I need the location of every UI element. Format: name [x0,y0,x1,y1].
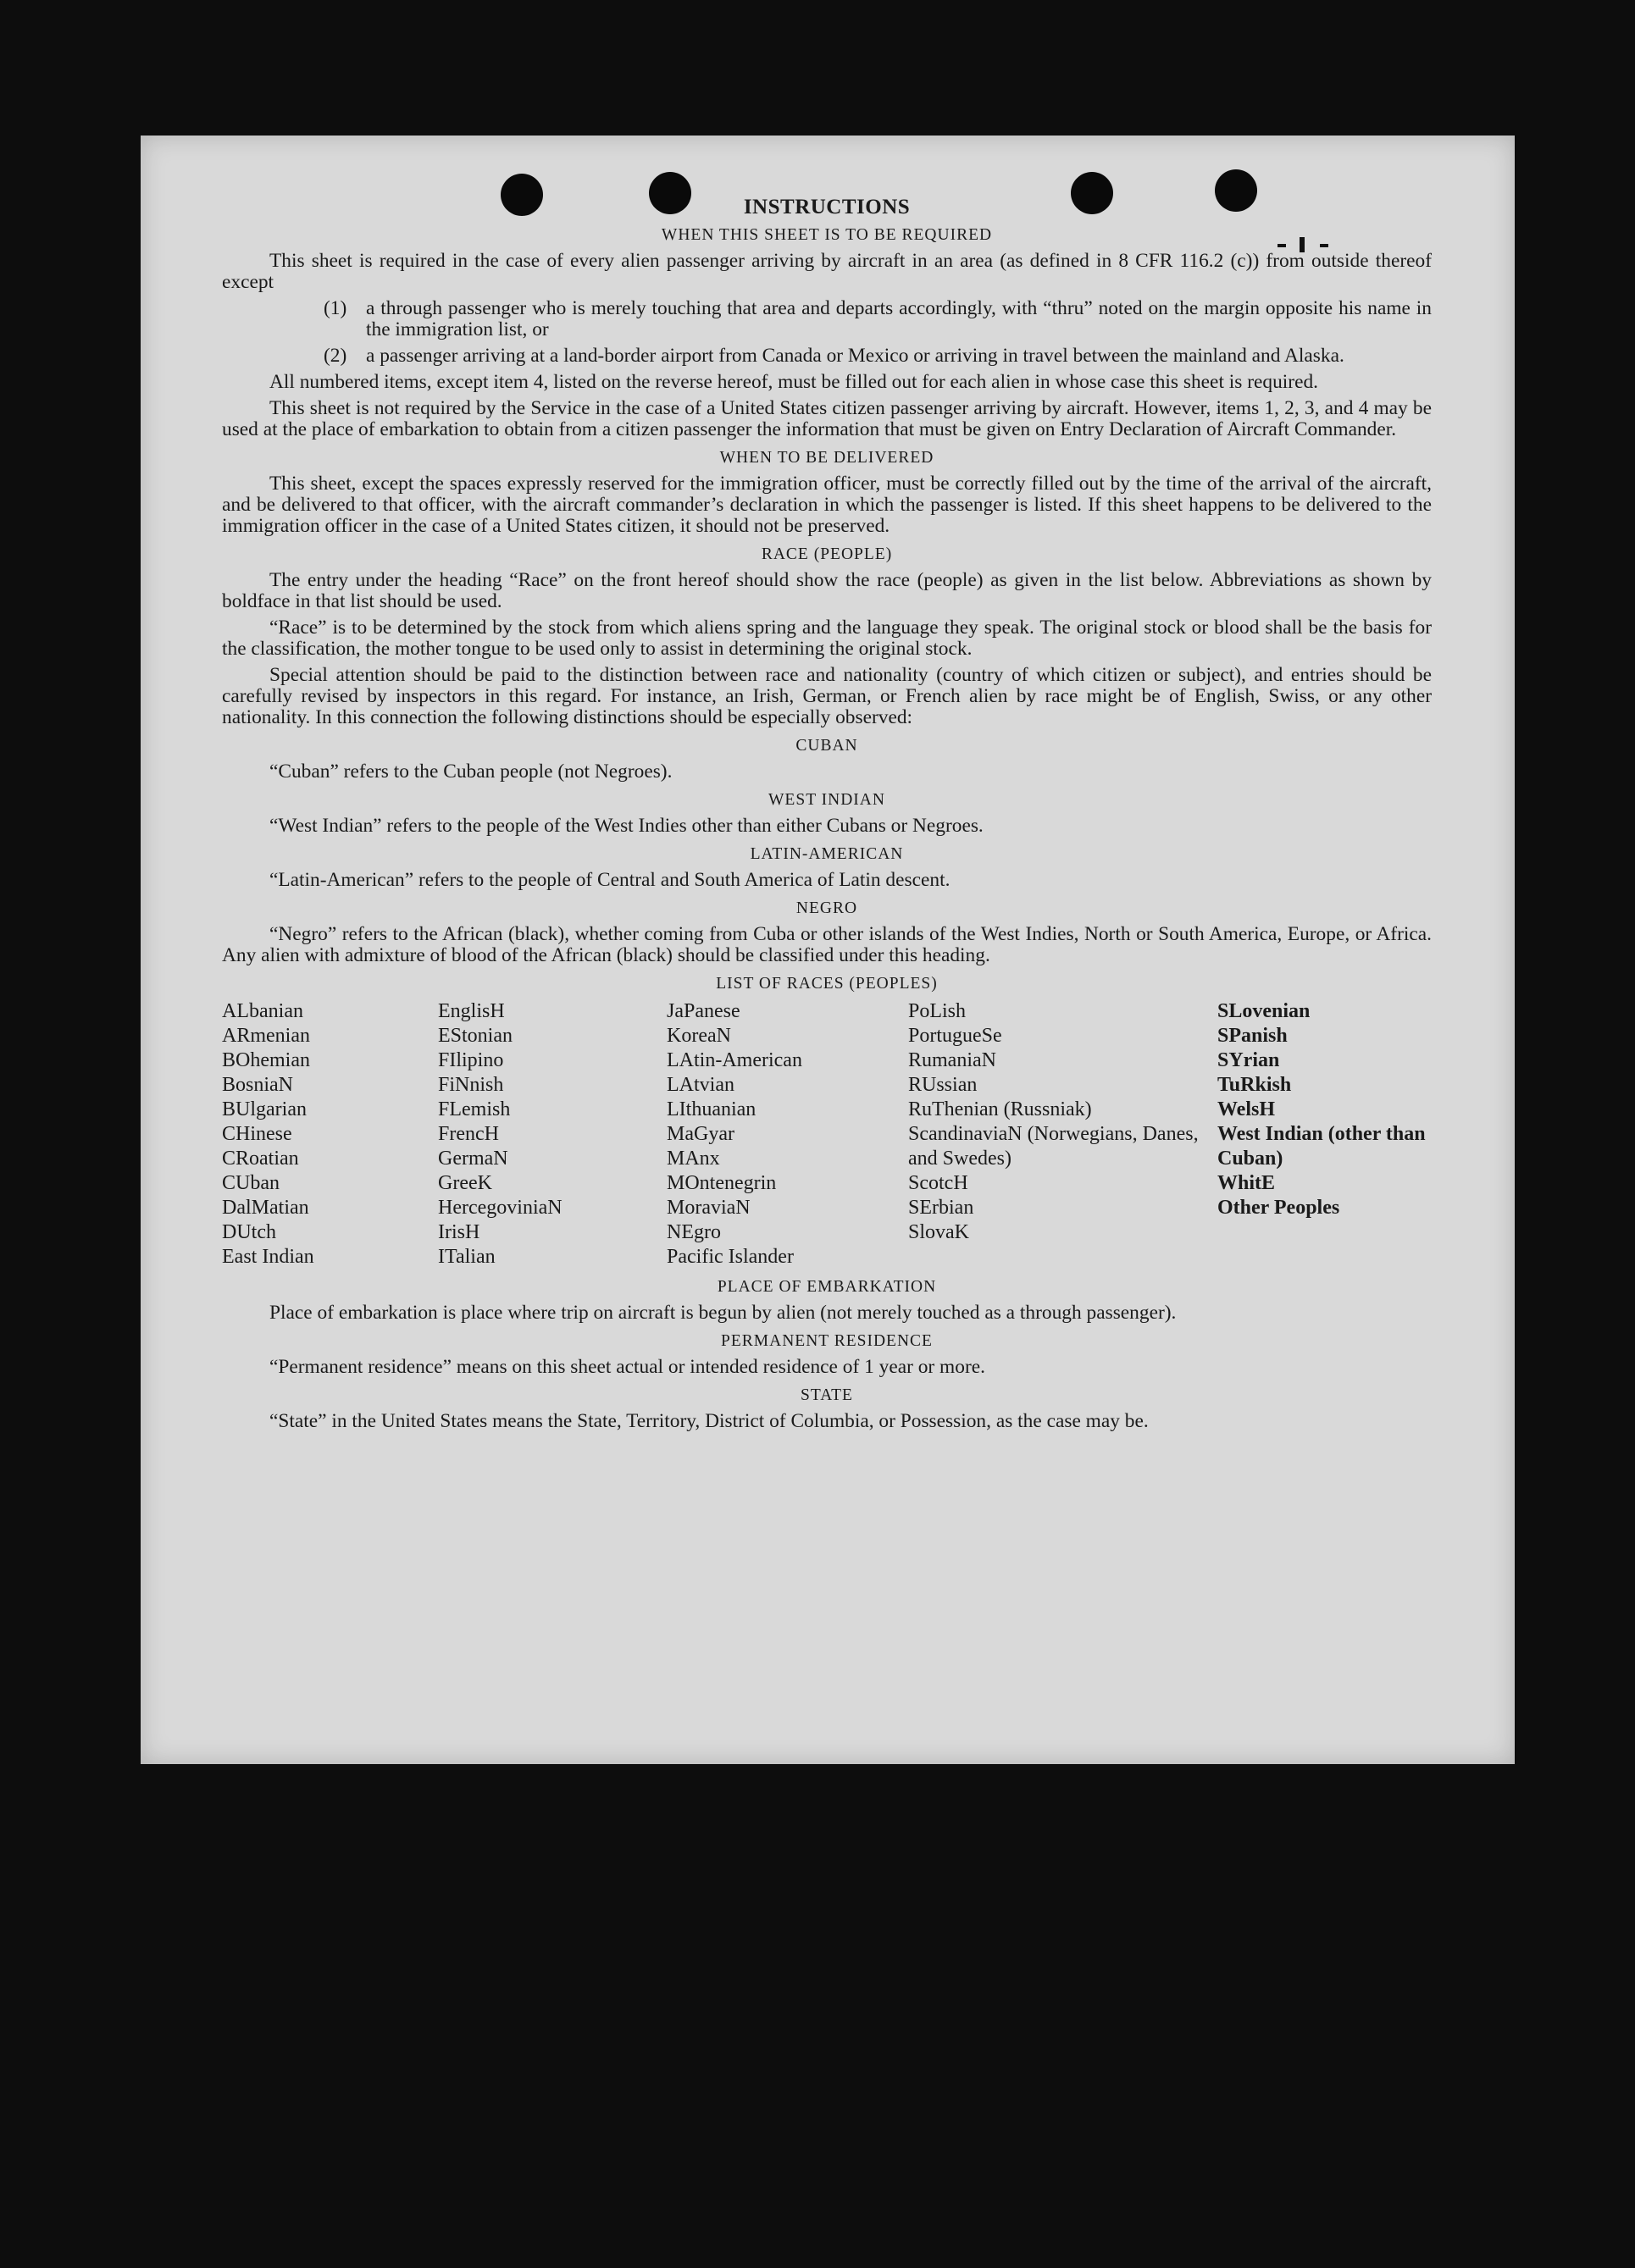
races-column [222,999,438,1270]
race-entry: BosniaN [222,1074,293,1096]
latin-american-heading: LATIN-AMERICAN [750,845,904,863]
negro-text: “Negro” refers to the African (black), whether coming from Cuba or other islands of the West Indies, North or South America, Europe, or Africa. Any alien with admixture of blood of the African (black) should be classified under this heading. [222,923,1432,966]
race-entry: ScandinaviaN (Norwegians, Danes, and Swedes) [908,1123,1199,1170]
when-required-heading: WHEN THIS SHEET IS TO BE REQUIRED [661,226,993,244]
race-entry: BUlgarian [222,1098,307,1120]
list-of-races-heading: LIST OF RACES (PEOPLES) [716,975,938,993]
races-list [222,999,1432,1270]
race-entry: ITalian [438,1246,496,1268]
races-column [438,999,667,1270]
race-entry: SErbian [908,1197,974,1219]
race-entry: ALbanian [222,1000,303,1022]
document-sheet [141,136,1515,1764]
west-indian-heading: WEST INDIAN [768,791,885,809]
race-entry: FIlipino [438,1049,504,1071]
race-entry: East Indian [222,1246,314,1268]
race-entry: PoLish [908,1000,967,1022]
race-entry: TuRkish [1217,1074,1292,1096]
race-entry: FrencH [438,1123,499,1145]
race-entry: EnglisH [438,1000,505,1022]
page-title: INSTRUCTIONS [743,196,911,219]
citizen-text: This sheet is not required by the Service in the case of a United States citizen passenger arriving by aircraft. However, items 1, 2, 3, and 4 may be used at the place of embarkation to obtain from a citizen passenger the information that must be given on Entry Declaration of Aircraft Commander. [222,397,1432,440]
race-text-2: “Race” is to be determined by the stock from which aliens spring and the language they speak. The original stock or blood shall be the basis for the classification, the mother tongue to be used only to assist in determining the original stock. [222,617,1432,660]
numbered-items-text: All numbered items, except item 4, listed on the reverse hereof, must be filled out for each alien in whose case this sheet is required. [269,371,1319,393]
exception-item-text: a passenger arriving at a land-border airport from Canada or Mexico or arriving in travel between the mainland and Alaska. [366,345,1344,367]
race-entry: RUssian [908,1074,978,1096]
races-column [1217,999,1432,1270]
race-text-1: The entry under the heading “Race” on the front hereof should show the race (people) as given in the list below. Abbreviations as shown by boldface in that list should be used. [222,569,1432,612]
race-entry: FLemish [438,1098,511,1120]
race-entry: LAtin-American [667,1049,802,1071]
race-entry: West Indian (other than Cuban) [1217,1123,1426,1170]
latin-american-text: “Latin-American” refers to the people of Central and South America of Latin descent. [269,869,951,891]
race-entry: DalMatian [222,1197,309,1219]
race-entry: PortugueSe [908,1025,1002,1047]
cuban-heading: CUBAN [795,737,858,755]
when-delivered-text: This sheet, except the spaces expressly reserved for the immigration officer, must be correctly filled out by the time of the arrival of the aircraft, and be delivered to that officer, with the aircraft commander’s declaration in which the passenger is listed. If this sheet happens to be delivered to the immigration officer in the case of a United States citizen, it should not be preserved. [222,473,1432,537]
race-entry: MOntenegrin [667,1172,777,1194]
west-indian-text: “West Indian” refers to the people of the West Indies other than either Cubans or Negroes. [269,815,984,837]
race-entry: WhitE [1217,1172,1276,1194]
permanent-residence-heading: PERMANENT RESIDENCE [721,1332,933,1350]
race-entry: GermaN [438,1148,508,1170]
exception-item-number: (2) [324,345,347,367]
race-entry: SLovenian [1217,1000,1311,1022]
race-entry: ARmenian [222,1025,310,1047]
race-text-3: Special attention should be paid to the distinction between race and nationality (country of which citizen or subject), and entries should be carefully revised by inspectors in this regard. For instance, an Irish, German, or French alien by race might be of English, Swiss, or any other nationality. In this connection the following distinctions should be especially observed: [222,664,1432,728]
race-entry: KoreaN [667,1025,731,1047]
race-entry: WelsH [1217,1098,1276,1120]
race-entry: CRoatian [222,1148,299,1170]
embarkation-text: Place of embarkation is place where trip on aircraft is begun by alien (not merely touched as a through passenger). [269,1302,1177,1324]
race-heading: RACE (PEOPLE) [761,545,893,563]
race-entry: DUtch [222,1221,276,1243]
race-entry: ScotcH [908,1172,968,1194]
state-text: “State” in the United States means the State, Territory, District of Columbia, or Possession, as the case may be. [269,1410,1149,1432]
race-entry: HercegoviniaN [438,1197,563,1219]
race-entry: LIthuanian [667,1098,757,1120]
embarkation-heading: PLACE OF EMBARKATION [717,1278,937,1296]
race-entry: SPanish [1217,1025,1288,1047]
race-entry: MoraviaN [667,1197,751,1219]
permanent-residence-text: “Permanent residence” means on this sheet actual or intended residence of 1 year or more. [269,1356,985,1378]
race-entry: JaPanese [667,1000,740,1022]
race-entry: NEgro [667,1221,721,1243]
exception-item-1 [324,298,1432,340]
cuban-text: “Cuban” refers to the Cuban people (not Negroes). [269,761,673,783]
exception-item-number: (1) [324,297,347,319]
race-entry: SYrian [1217,1049,1280,1071]
race-entry: RumaniaN [908,1049,996,1071]
race-entry: IrisH [438,1221,480,1243]
race-entry: Other Peoples [1217,1197,1340,1219]
exception-item-text: a through passenger who is merely touching that area and departs accordingly, with “thru” noted on the margin opposite his name in the immigration list, or [366,297,1432,340]
state-heading: STATE [801,1386,853,1404]
race-entry: CHinese [222,1123,292,1145]
race-entry: LAtvian [667,1074,734,1096]
race-entry: EStonian [438,1025,513,1047]
when-delivered-heading: WHEN TO BE DELIVERED [719,449,934,467]
negro-heading: NEGRO [795,899,858,917]
instructions-content [222,196,1432,1437]
race-entry: BOhemian [222,1049,310,1071]
race-entry: MAnx [667,1148,720,1170]
race-entry: MaGyar [667,1123,734,1145]
race-entry: FiNnish [438,1074,504,1096]
races-column [908,999,1217,1270]
races-column [667,999,908,1270]
when-required-text: This sheet is required in the case of every alien passenger arriving by aircraft in an area (as defined in 8 CFR 116.2 (c)) from outside thereof except [222,250,1432,293]
race-entry: RuThenian (Russniak) [908,1098,1092,1120]
race-entry: CUban [222,1172,280,1194]
race-entry: Pacific Islander [667,1246,794,1268]
exception-item-2 [324,346,1432,367]
race-entry: SlovaK [908,1221,969,1243]
race-entry: GreeK [438,1172,492,1194]
